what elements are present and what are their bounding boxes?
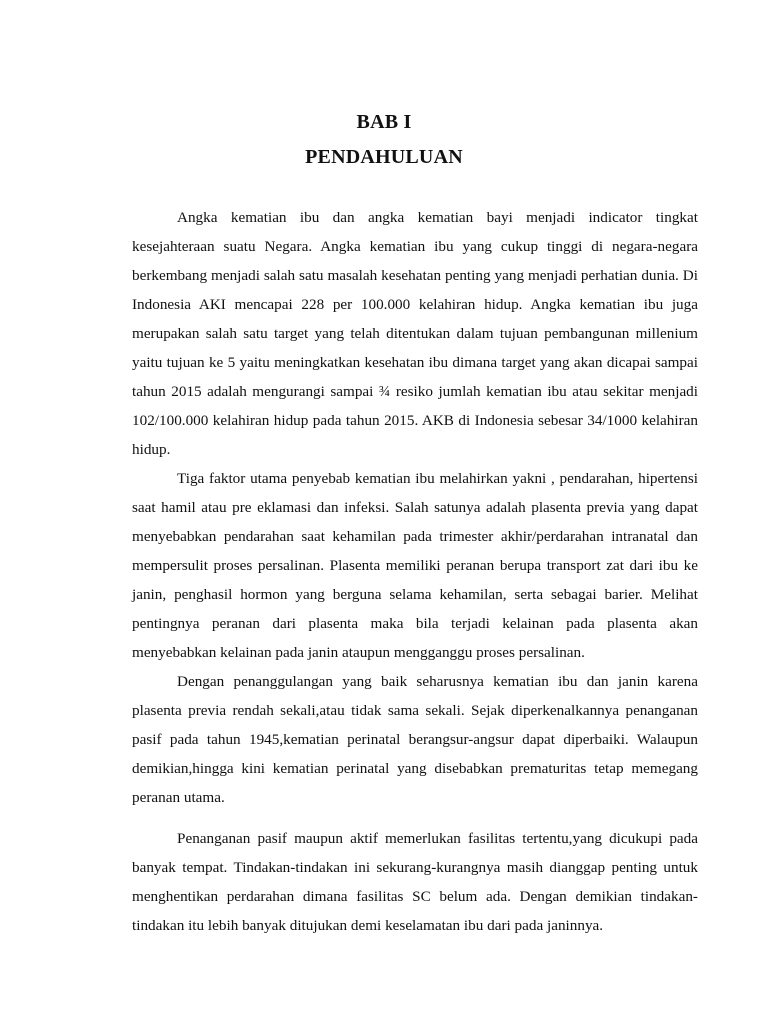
body-text bbox=[132, 203, 698, 940]
chapter-heading: BAB I bbox=[356, 111, 412, 133]
paragraph-4: Penanganan pasif maupun aktif memerlukan fasilitas tertentu,yang dicukupi pada banyak tempat. Tindakan-tindakan ini sekurang-kurangnya masih dianggap penting untuk menghentikan perdarahan dimana fasilitas SC belum ada. Dengan demikian tindakan-tindakan itu lebih banyak ditujukan demi keselamatan ibu dari pada janinnya. bbox=[132, 830, 698, 934]
chapter-title: PENDAHULUAN bbox=[305, 146, 463, 168]
paragraph-1: Angka kematian ibu dan angka kematian bayi menjadi indicator tingkat kesejahteraan suatu Negara. Angka kematian ibu yang cukup tinggi di negara-negara berkembang menjadi salah satu masalah kesehatan penting yang menjadi perhatian dunia. Di Indonesia AKI mencapai 228 per 100.000 kelahiran hidup. Angka kematian ibu juga merupakan salah satu target yang telah ditentukan dalam tujuan pembangunan millenium yaitu tujuan ke 5 yaitu meningkatkan kesehatan ibu dimana target yang akan dicapai sampai tahun 2015 adalah mengurangi sampai ¾ resiko jumlah kematian ibu atau sekitar menjadi 102/100.000 kelahiran hidup pada tahun 2015. AKB di Indonesia sebesar 34/1000 kelahiran hidup. bbox=[132, 209, 698, 458]
paragraph-3: Dengan penanggulangan yang baik seharusnya kematian ibu dan janin karena plasenta previa rendah sekali,atau tidak sama sekali. Sejak diperkenalkannya penanganan pasif pada tahun 1945,kematian perinatal berangsur-angsur dapat diperbaiki. Walaupun demikian,hingga kini kematian perinatal yang disebabkan prematuritas tetap memegang peranan utama. bbox=[132, 673, 698, 806]
paragraph-2: Tiga faktor utama penyebab kematian ibu melahirkan yakni , pendarahan, hipertensi saat hamil atau pre eklamasi dan infeksi. Salah satunya adalah plasenta previa yang dapat menyebabkan pendarahan saat kehamilan pada trimester akhir/perdarahan intranatal dan mempersulit proses persalinan. Plasenta memiliki peranan berupa transport zat dari ibu ke janin, penghasil hormon yang berguna selama kehamilan, serta sebagai barier. Melihat pentingnya peranan dari plasenta maka bila terjadi kelainan pada plasenta akan menyebabkan kelainan pada janin ataupun mengganggu proses persalinan. bbox=[132, 470, 698, 661]
